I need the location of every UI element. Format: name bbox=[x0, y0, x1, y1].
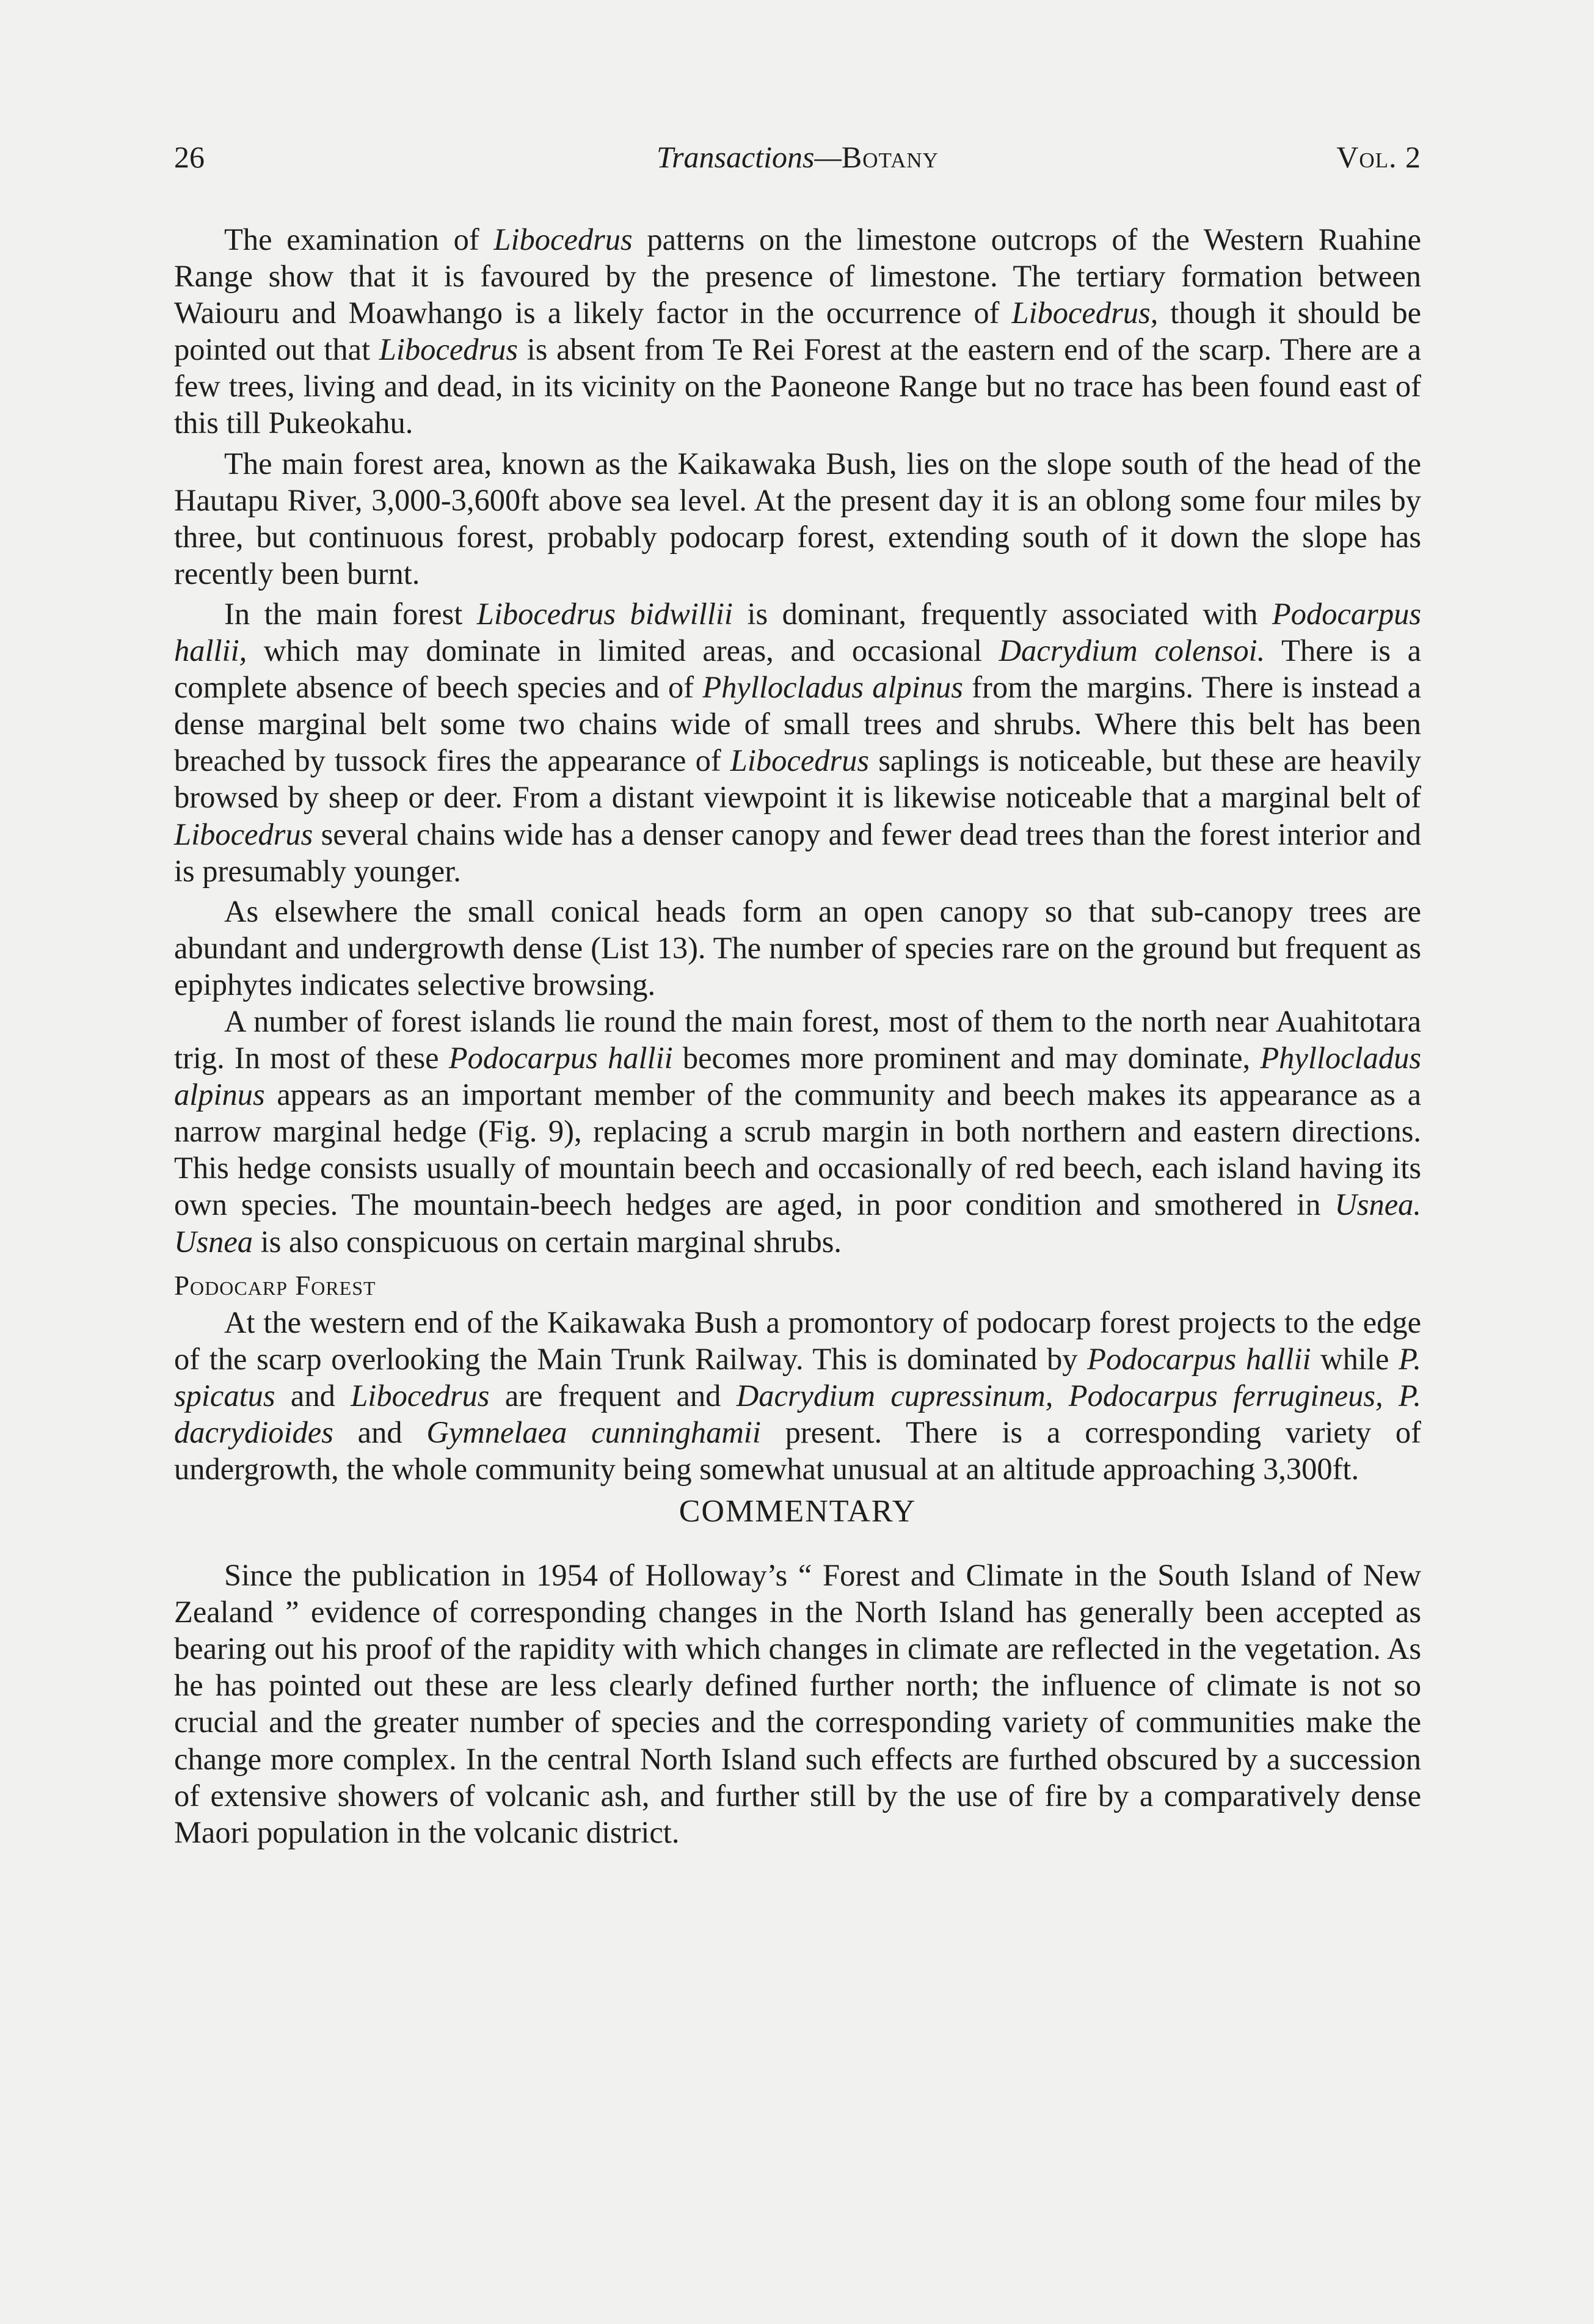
text-run: several chains wide has a denser canopy and fewer dead trees than the forest interior and is presumably younger. bbox=[174, 817, 1421, 888]
text-run: though it should be pointed out that bbox=[174, 296, 1421, 367]
paragraph-podocarp-promontory bbox=[174, 1304, 1421, 1487]
running-header bbox=[174, 139, 1421, 188]
taxon-name: Usnea. bbox=[1334, 1187, 1421, 1222]
taxon-name: Usnea bbox=[174, 1224, 253, 1259]
paragraph-open-canopy: As elsewhere the small conical heads form an open canopy so that sub-canopy trees are abundant and undergrowth dense (List 13). The number of species rare on the ground but frequent as epiphytes indicates selective browsing. bbox=[174, 894, 1421, 1002]
text-run: A number of forest islands lie round the main forest, most of them to the north near Auahitotara trig. In most of these bbox=[174, 1004, 1421, 1076]
text-run: The examination of bbox=[224, 222, 494, 257]
running-head-section: Botany bbox=[841, 140, 939, 174]
taxon-name: Libocedrus bbox=[351, 1378, 490, 1413]
running-head-journal: Transactions— bbox=[657, 140, 842, 174]
taxon-name: Podocarpus hallii, bbox=[174, 596, 1421, 668]
text-run: In the main forest bbox=[224, 596, 477, 631]
section-title-commentary: COMMENTARY bbox=[679, 1494, 917, 1529]
page-number: 26 bbox=[174, 140, 205, 174]
taxon-name: P. spicatus bbox=[174, 1341, 1421, 1413]
text-run: is also conspicuous on certain marginal shrubs. bbox=[253, 1224, 842, 1259]
text-run: present. There is a corresponding variety of undergrowth, the whole community being somewhat unusual at an altitude approaching 3,300ft. bbox=[174, 1415, 1421, 1486]
text-run: and bbox=[333, 1415, 427, 1449]
taxon-name: Phyllocladus alpinus bbox=[702, 670, 963, 705]
text-run: is dominant, frequently associated with bbox=[732, 596, 1272, 631]
taxon-name: Libocedrus bbox=[379, 332, 519, 367]
taxon-name: Libocedrus bbox=[730, 743, 870, 778]
taxon-name: Libocedrus bbox=[493, 222, 633, 257]
text-run: are frequent and bbox=[489, 1378, 737, 1413]
subheading-podocarp-forest: Podocarp Forest bbox=[174, 1270, 376, 1301]
paragraph-kaikawaka-bush: The main forest area, known as the Kaikawaka Bush, lies on the slope south of the head of the Hautapu River, 3,000-3,600ft above sea level. At the present day it is an oblong some four miles by three, but continuous forest, probably podocarp forest, extending south of it down the slope has recently been burnt. bbox=[174, 446, 1421, 591]
taxon-name: Gymnelaea cunninghamii bbox=[426, 1415, 761, 1449]
taxon-name: Phyllocladus alpinus bbox=[174, 1041, 1421, 1112]
text-run: There is a complete absence of beech species and of bbox=[174, 633, 1421, 705]
text-run: and bbox=[275, 1378, 351, 1413]
volume-label: Vol. 2 bbox=[1336, 140, 1421, 174]
taxon-name: Libocedrus, bbox=[1011, 296, 1159, 330]
text-run: while bbox=[1311, 1341, 1399, 1376]
taxon-name: Dacrydium cupressinum, Podocarpus ferrugineus, P. dacrydioides bbox=[174, 1378, 1421, 1449]
body-text bbox=[174, 221, 1421, 1851]
text-run: becomes more prominent and may dominate, bbox=[672, 1041, 1261, 1076]
text-run: appears as an important member of the community and beech makes its appearance as a narrow marginal hedge (Fig. 9), replacing a scrub margin in both northern and eastern directions. This hedge consists usually of mountain beech and occasionally of red beech, each island having its own species. The mountain-beech hedges are aged, in poor condition and smothered in bbox=[174, 1077, 1421, 1222]
taxon-name: Dacrydium colensoi. bbox=[999, 633, 1265, 668]
text-run: which may dominate in limited areas, and occasional bbox=[247, 633, 999, 668]
running-head bbox=[174, 139, 1421, 175]
paragraph-main-forest bbox=[174, 596, 1421, 889]
text-run: saplings is noticeable, but these are heavily browsed by sheep or deer. From a distant viewpoint it is likewise noticeable that a marginal belt of bbox=[174, 743, 1421, 815]
taxon-name: Libocedrus bidwillii bbox=[476, 596, 733, 631]
paragraph-forest-islands bbox=[174, 1003, 1421, 1260]
paragraph-commentary: Since the publication in 1954 of Holloway’s “ Forest and Climate in the South Island of New Zealand ” evidence of corresponding changes in the North Island has generally been accepted as bearing out his proof of the rapidity with which changes in climate are reflected in the vegetation. As he has pointed out these are less clearly defined further north; the influence of climate is not so crucial and the greater number of species and the corresponding variety of communities make the change more complex. In the central North Island such effects are furthed obscured by a succession of extensive showers of volcanic ash, and further still by the use of fire by a comparatively dense Maori population in the volcanic district. bbox=[174, 1558, 1421, 1849]
taxon-name: Podocarpus hallii bbox=[1087, 1341, 1311, 1376]
text-run: At the western end of the Kaikawaka Bush a promontory of podocarp forest projects to the edge of the scarp overlooking the Main Trunk Railway. This is dominated by bbox=[174, 1305, 1421, 1376]
taxon-name: Libocedrus bbox=[174, 817, 313, 851]
text-run: patterns on the limestone outcrops of the Western Ruahine Range show that it is favoured by the presence of limestone. The tertiary formation between Waiouru and Moawhango is a likely factor in the occurrence of bbox=[174, 222, 1421, 330]
paragraph-libocedrus-limestone bbox=[174, 221, 1421, 442]
taxon-name: Podocarpus hallii bbox=[448, 1041, 673, 1076]
text-run: is absent from Te Rei Forest at the eastern end of the scarp. There are a few trees, living and dead, in its vicinity on the Paoneone Range but no trace has been found east of this till Pukeokahu. bbox=[174, 332, 1421, 440]
text-run: from the margins. There is instead a dense marginal belt some two chains wide of small trees and shrubs. Where this belt has been breached by tussock fires the appearance of bbox=[174, 670, 1421, 778]
